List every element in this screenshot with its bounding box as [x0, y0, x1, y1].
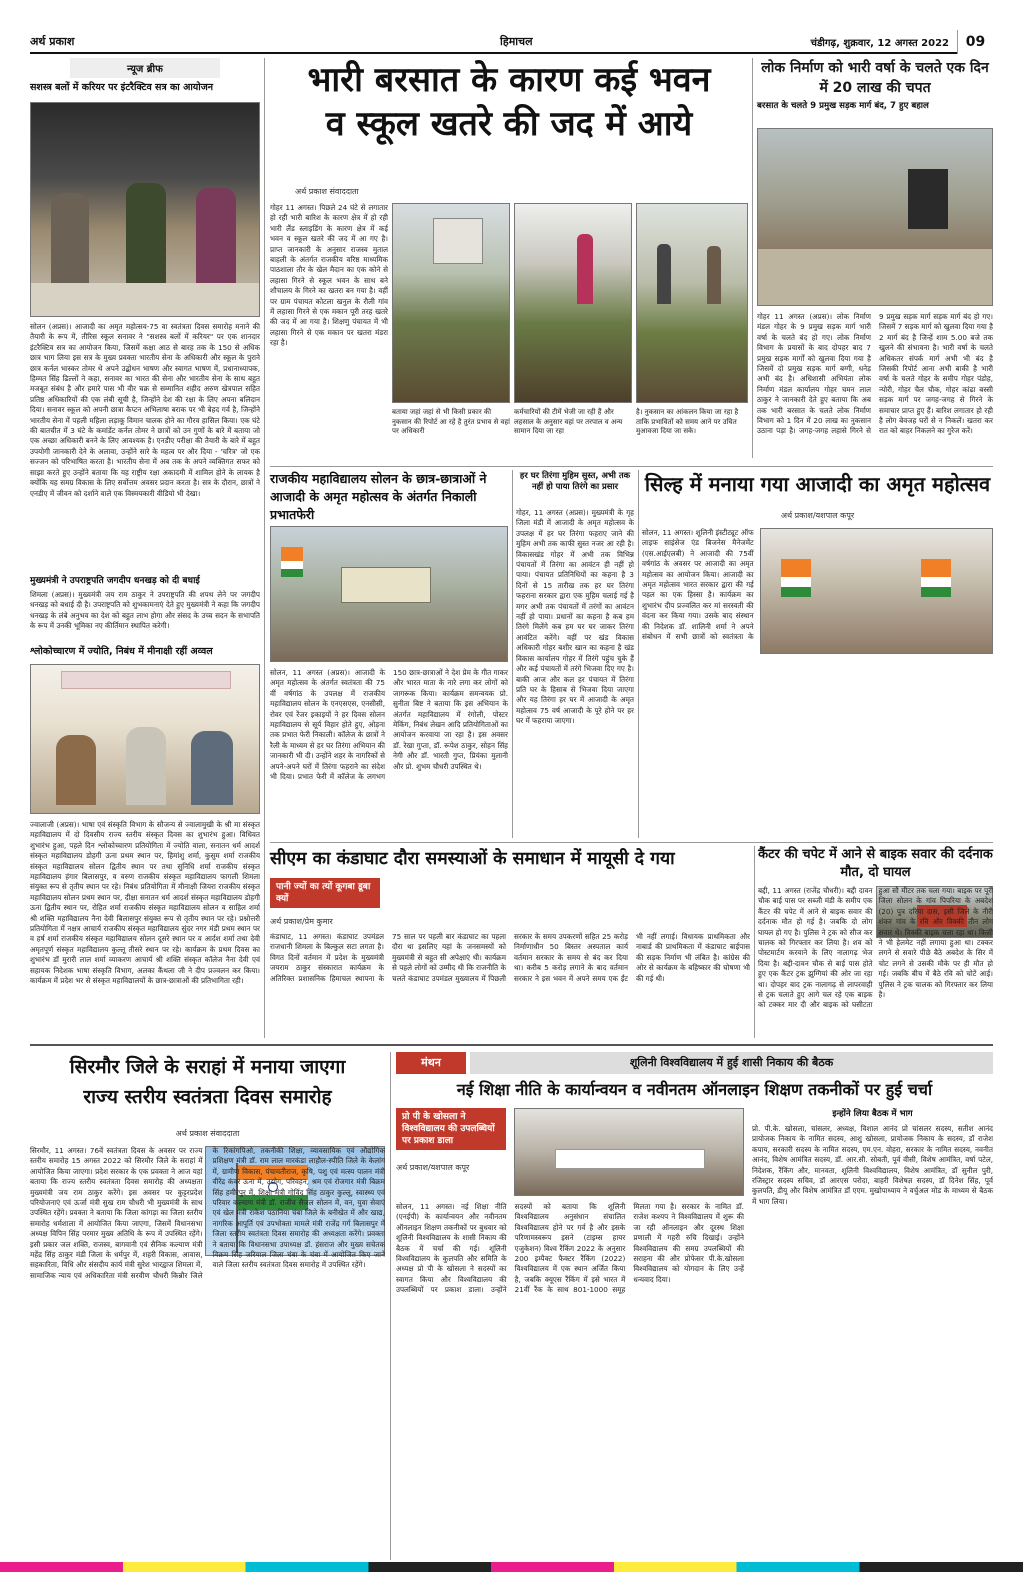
manthan-headline: नई शिक्षा नीति के कार्यान्वयन व नवीनतम ऑनलाइन शिक्षण तकनीकों पर हुई चर्चा	[456, 1080, 933, 1099]
top-story-headline-2: व स्कूल खतरे की जद में आये	[325, 104, 693, 144]
road-story	[757, 58, 993, 458]
brief-1-headline: सशस्त्र बलों में करियर पर इंटरैक्टिव सत्र का आयोजन	[30, 82, 214, 93]
college-story-body: सोलन, 11 अगस्त (अप्रस)। आजादी के अमृत महोत्सव के अंतर्गत स्वतंत्रता की 75 वीं वर्षगांठ के उपलक्ष में राजकीय महाविद्यालय सोलन के एनएसएस, एनसीसी, रोवर एवं रेंजर इकाइयों ने हर दिवस सोलन महाविद्यालय से सूर्य विहार होते हुए, ओड़ना तक प्रभात फेरी निकाली। कॉलेज के छात्रों ने रैली के माध्यम से हर घर तिरंगा अभियान की जानकारी भी दी। उन्होंने शहर के नागरिकों से अपने-अपने घरों में तिरंगा फहराने का संदेश भी दिया। प्रभात फेरी में कॉलेज के लगभग 150 छात्र-छात्राओं ने देश प्रेम के गीत गाकर और भारत माता के नारे लगा कर लोगों को जागरूक किया। कार्यक्रम समन्वयक प्रो. सुनीता बिष्ट ने बताया कि इस अभियान के अंतर्गत महाविद्यालय में रंगोली, पोस्टर मेकिंग, निबंध लेखन आदि प्रतियोगिताओं का आयोजन करवाया जा रहा है। इस अवसर डॉ. रेखा गुप्ता, डॉ. रूपेश ठाकुर, सोहन सिंह नेगी और डॉ. भारती गुप्त, प्रियंका मुलानी और प्रो. शुभम चौधरी उपस्थित थे।	[270, 668, 508, 782]
cm-story-headline: सीएम का कंडाघाट दौरा समस्याओं के समाधान में मायूसी दे गया	[270, 849, 675, 869]
date-line: चंडीगढ़, शुक्रवार, 12 अगस्त 2022	[810, 38, 949, 49]
sirmaur-byline: अर्थ प्रकाश संवाददाता	[175, 1129, 240, 1138]
brief-3-photo	[30, 664, 260, 814]
top-story-body: गोहर 11 अगस्त। पिछले 24 घंटे से लगातार हो रही भारी बारिश के कारण क्षेत्र में हो रही भारी लैंड स्लाइडिंग के कारण क्षेत्र में कई भवन व स्कूल खतरे की जद में आ गए है। प्राप्त जानकारी के अनुसार राजस्व मुताल बाहली के अंतर्गत राजकीय वरिष्ठ माध्यमिक पाठशाला तौर के खेल मैदान का एक कोने से लहासा गिरने से स्कूल भवन के साथ बने शौचालय के गिरने का खतरा बन गया है। वहीं पर ग्राम पंचायत कोटला खनुल के रौली गांव में लहासा गिरने से एक मकान पूरी तरह खतरे की जद में आ गया है। शिक्षणु पंचायत में भी लहासा गिरने से एक मकान पर खतरा मंडरा रहा है।	[270, 203, 388, 348]
brief-1-body: सोलन (अप्रस)। आजादी का अमृत महोत्सव-75 वा स्वतंत्रता दिवस समारोह मनाने की तैयारी के रूप में, तीरिस स्कूल सनावर ने "सशस्त्र बलों में करियर" पर एक शानदार इंटरैक्टिव सत्र का आयोजन किया, जिसमें कक्षा आठ से बारह तक के 150 से अधिक छात्र भाग लिया इस सत्र के मुख्य प्रवक्ता भारतीय सेना के अधिकारी और स्कूल के पुराने छात्र कर्नल भास्कर तोमर थे अपने उद्बोधन भाषण और स्वागत भाषण में, प्रधानाध्यापक, हिम्मत सिंह ढिल्लों ने कहा, सनावर का भारत की सेना और भारतीय सेना के साथ बहुत मजबूत संबंध है और हमारे पास भी वीर चक्र से सम्मानित शहीद अरुण खेत्रपाल सहित प्रतिष्ठ अधिकारियों की एक लंबी सूची है, जिन्होंने देश की रक्षा के लिए अपना बलिदान दिया। सनावर स्कूल को अपनी छात्रा कैप्टन अभिलाषा बराक पर भी बेहद गर्व है, जिन्होंने भारतीय सेना में पहली महिला लड़ाकू विमान चालक होने का गौरव हासिल किया। एक घंटे की बातचीत में 3 घंटे के कमांडेंट कर्नल तोमर ने छात्रों को उन गुणों के बारे में बताया जो एक अच्छा अधिकारी बनने के लिए आवश्यक है। एनडीए परीक्षा की तैयारी के बारे में बहुत उपयोगी जानकारी देने के अलावा, उन्होंने सारे के महत्व पर और दिया - 'चरित्र' जो एक सज्जन को परिभाषित करता है। भारतीय सेना में अब तक के अपने व्यक्तिगत सफर को साझा करते हुए उन्होंने बताया कि यह राष्ट्रीय रक्षा अकादमी में शामिल होने के लायक है क्योंकि यह समग्र विकास के लिए सर्वोत्तम अवसर प्रदान करता है। सत्र के दौरान, छात्रों ने एनडीए में जीवन को दर्शाने वाले एक विस्मयकारी वीडियो भी देखा।	[30, 322, 260, 498]
top-story-photo-2	[514, 203, 632, 403]
manthan-story	[396, 1052, 993, 1560]
canter-story	[758, 846, 993, 1038]
sirmaur-headline-1: सिरमौर जिले के सराहां में मनाया जाएगा	[69, 1056, 346, 1078]
silh-story	[642, 470, 993, 838]
news-brief-column	[30, 58, 260, 1038]
participants-list: प्रो. पी.के. खोसला, चांसलर, अध्यक्ष, विशाल आनंद प्रो चांसलर सदस्य, सतीश आनंद प्रायोजक निकाय के नामित सदस्य, आशु खोसला, प्रायोजक निकाय के सदस्य, डॉ राजेश कपाय, सरकारी सदस्य के नामित सदस्य, एम.एन. वोहरा, सरकार के नामित सदस्य, नवनीत आनंद, विशेष आमंत्रित सदस्य, डॉ. आर.सी. सोबती, पूर्व वीसी, विशेष आमंत्रित, वर्षा पटेल, निदेशक, रैंकिंग और, मानवता, शूलिनी विश्वविद्यालय, विशेष आमंत्रित, डॉ सुनील पुरी, रजिस्ट्रार सदस्य सचिव, डॉ आरएस परोदा, बाहरी विशेषज्ञ सदस्य, डॉ दिनेश सिंह, पूर्व कुलपति, डीयू और विशेष आमंत्रित डॉ एएम. मुखोपाध्याय ने वर्चुअल मोड के माध्यम से बैठक में भाग लिया।	[752, 1124, 993, 1206]
college-story-headline: राजकीय महाविद्यालय सोलन के छात्र-छात्राओं ने आजादी के अमृत महोत्सव के अंतर्गत निकाली प्रभातफेरी	[270, 471, 487, 522]
top-story	[270, 58, 748, 463]
manthan-tag: प्रो पी के खोसला ने विश्वविद्यालय की उपलब्धियों पर प्रकाश डाला	[396, 1108, 506, 1150]
sirmaur-story	[30, 1052, 385, 1560]
canter-story-body: बद्दी, 11 अगस्त (राजेंद्र चौधरी)। बद्दी दावन चौक बाई पास पर सब्जी मंडी के समीप एक कैंटर की चपेट में आने से बाइक सवार की दर्दनाक मौत हो गई है। जबकि दो लोग घायल हो गए है। पुलिस ने ट्रक को सीज कर चालक को गिरफ्तार कर लिया है। शव को पोस्टमार्टम करवाने के लिए नालागढ़ भेज दिया है। बद्दी-दावन चौक से बाई पास होते हुए एक कैंटर ट्रक झुग्गियां की ओर जा रहा था। दोपहर बाद ट्रक नालागढ़ से लापरवाही से ट्रक चलाते हुए आगे चल रहे एक बाइक को टक्कर मार दी और बाइक को घसीटता हुआ सौ मीटर तक चला गया। बाइक पर पूरी जिला सोलन के गांव पिपरिया के अबदेश (20) पुत्र दरिया दास, इसी जिले के नीरी शंकर गांव के रवि और विक्की तीन लोग सवार थे। विक्की बाइक चला रहा था। किसी ने भी हेलमेट नहीं लगाया हुआ था। टक्कर लगने से सवारे पीछे बैठे अबदेश के सिर में चोट लगने से उसकी मौके पर ही मौत हो गई। जबकि बीच में बैठे रवि को चोटें आई। पुलिस ने ट्रक चालक को गिरफ्तार कर लिया है।	[758, 886, 993, 1010]
page-number: 09	[957, 30, 993, 54]
print-color-bar	[0, 1562, 1023, 1572]
cm-story	[270, 846, 750, 1038]
flag-story-body: गोहर, 11 अगस्त (अप्रस)। मुख्यमंत्री के गृह जिला मंडी में आजादी के अमृत महोत्सव के उपलक्ष में हर घर तिरंगा फहराए जाने की मुहिम अभी तक काफी सुस्त नजर आ रही है। विकासखंड गोहर में अभी तक विभिन्न पंचायतों में तिरंगा का आवंटन ही नहीं हो पाया। पंचायत प्रतिनिधियों का कहना है 3 दिनों से 15 तारीख तक हर घर तिरंगा फहराना सरकार द्वारा एक मुहिम चलाई गई है मगर अभी तक पंचायतों में तरंगों का आवंटन नहीं हो पाया। प्रधानों का कहना है कब हम तिरंगे मिलेंगे कब हम घर घर जाकर तिरंगा आवंटित करेंगे। वहीं पर खंड विकास अधिकारी गोहर बशीर खान का कहना है खंड विकास कार्यालय गोहर में तिरंगे पहुंच चुके हैं और कई पंचायतों में तरंगे भिजवा दिए गए है। बाकी आज और कल हर पंचायत में तिरंगा प्रति घर के हिसाब से भिजवा दिया जाएगा और यह तिरंगा हर घर में आजादी के अमृत महोत्सव 75 वर्ष आजादी के पूरे होने पर हर घर में फहराया जाएगा।	[516, 508, 634, 726]
brief-2-body: शिमला (अप्रस)। मुख्यमंत्री जय राम ठाकुर ने उपराष्ट्रपति की शपथ लेने पर जगदीप धनखड़ को बधाई दी है। उपराष्ट्रपति को शुभकामनाएं देते हुए मुख्यमंत्री ने कहा कि जगदीप धनखड़ के लंबे अनुभव का देश को बहुत लाभ होगा और संसद के उच्च सदन के सभापति के रूप में उनकी भूमिका नए कीर्तिमान स्थापित करेगी।	[30, 590, 260, 631]
manthan-participants-box	[752, 1108, 993, 1318]
brief-1-photo	[30, 102, 260, 317]
section-name: हिमाचल	[500, 35, 533, 48]
brief-3-headline: श्लोकोच्चारण में ज्योति, निबंध में मीनाक्षी रहीं अव्वल	[30, 646, 213, 657]
road-story-subhead: बरसात के चलते 9 प्रमुख सड़क मार्ग बंद, 7 हुए बहाल	[757, 101, 929, 111]
silh-story-byline: अर्थ प्रकाश/यशपाल कपूर	[780, 511, 855, 520]
college-story-photo	[270, 526, 508, 662]
top-story-caption-3: है। नुकसान का आंकलन किया जा रहा है ताकि प्रभावितों को समय आने पर उचित मुआवजा दिया जा सके।	[636, 408, 739, 436]
top-story-caption-1: बताया जहां जहां से भी किसी प्रकार की नुकसान की रिपोर्ट आ रहे है तुरंत प्रभाव से वहां पर अधिकारी	[392, 408, 510, 436]
sirmaur-headline-2: राज्य स्तरीय स्वतंत्रता दिवस समारोह	[83, 1086, 332, 1108]
manthan-photo	[514, 1108, 744, 1196]
manthan-body: सोलन, 11 अगस्त। नई शिक्षा नीति (एनईपी) के कार्यान्वयन और नवीनतम ऑनलाइन शिक्षण तकनीकों पर बुधवार को शूलिनी विश्वविद्यालय के शासी निकाय की बैठक में चर्चा की गई। शूलिनी विश्वविद्यालय के कुलपति और समिति के अध्यक्ष प्रो पी के खोसला ने सदस्यों का स्वागत किया और विश्वविद्यालय की उपलब्धियों पर प्रकाश डाला। उन्होंने सदस्यों को बताया कि शूलिनी विश्वविद्यालय अनुसंधान संचालित विश्वविद्यालय होने पर गर्व है और इसके परिणामस्वरूप इसने (टाइम्स हायर एजुकेशन) विश्व रैंकिंग 2022 के अनुसार 200 इम्पैक्ट फैक्टर रैंकिंग (2022) विश्वविद्यालय में एक स्थान अर्जित किया है, जबकि क्यूएस रैंकिंग में इसे भारत में 21वीं रैंक के साथ 801-1000 समूह मिलता गया है। सरकार के नामित डॉ. राजेश कश्यप ने विश्वविद्यालय में शुरू की जा रही ऑनलाइन और दूरस्थ शिक्षा प्रणाली में गहरी रुचि दिखाई। उन्होंने विश्वविद्यालय की समग्र उपलब्धियों की सराहना की और प्रोफेसर पी.के.खोसला विश्वविद्यालय को योगदान के लिए उन्हें धन्यवाद दिया।	[396, 1202, 744, 1295]
college-story	[270, 470, 508, 838]
road-story-photo	[757, 128, 993, 306]
cm-story-body: कंडाघाट, 11 अगस्त। कंडाघाट उपमंडल राजधानी शिमला के बिल्कुल सटा लगता है। विगत दिनों वर्तमान में प्रदेश के मुख्यमंत्री जयराम ठाकुर संस्कारात कार्यक्रम के अतिरिक्त प्रशासनिक हिमाचल स्थापना के 75 साल पर पहली बार कंडाघाट का पहला दौरा था इसलिए यहां के जनसमस्यों को मुख्यमंत्री से बहुत सी अपेक्षाएं थी। कार्यक्रम से पहले लोगों को उम्मीद थी कि राजनीति के चलते कंडाघाट उपमंडल मुख्यालय में पिछली सरकार के समय उपकरणों सहित 25 करोड़ निर्माणाधीन 50 बिस्तर अस्पताल कार्य वर्तमान सरकार के समय से बंद कर दिया था। करीब 5 करोड़ लगाने के बाद वर्तमान सरकार ने इस भवन में अपने समय एक ईंट भी नहीं लगाई। विधायक प्राथमिकता और नाबार्ड की प्राथमिकता में कंडाघाट बाईपास की सड़क निर्माण भी लंबित है। कांग्रेस की ओर से कार्यक्रम के बहिष्कार की घोषणा भी की गई थी।	[270, 932, 750, 983]
brief-2-headline: मुख्यमंत्री ने उपराष्ट्रपति जगदीप धनखड़ को दी बधाई	[30, 576, 200, 586]
news-brief-title: न्यूज ब्रीफ	[70, 58, 220, 78]
flag-story	[516, 470, 634, 838]
top-story-photo-3	[636, 203, 748, 403]
road-story-headline: लोक निर्माण को भारी वर्षा के चलते एक दिन में 20 लाख की चपत	[761, 60, 989, 96]
road-story-body: गोहर 11 अगस्त (अप्रस)। लोक निर्माण मंडल गोहर के 9 प्रमुख सड़क मार्ग भारी वर्षा के चलते बंद हो गए। लोक निर्माण विभाग के प्रयासों के बाद दोपहर बाद 7 प्रमुख सड़क मार्गों को खुलवा दिया गया है जिसमें दो प्रमुख सड़क मार्ग बग्गी, धनेड़ अभी बंद है। अधिशासी अभियंता लोक निर्माण मंडल कार्यालय गोहर चमन लाल ठाकुर ने जानकारी देते हुए बताया कि अब तक भारी बरसात के चलते लोक निर्माण विभाग को 1 दिन में 20 लाख का नुकसान उठाना पड़ा है। जगह-जगह लहासे गिरने से 9 प्रमुख सड़क मार्ग सड़क मार्ग बंद हो गए। जिसमें 7 सड़क मार्ग को खुलवा दिया गया है 2 मार्ग बंद है जिन्हें शाम 5.00 बजे तक खुलने की संभावना है। भारी वर्षा के चलते अधिकतर संपर्क मार्ग अभी भी बंद है जिसकी रिपोर्ट आना अभी बाकी है भारी वर्षा के चलते गोहर के समीप गोहर पंडोह, न्योरी, गोहर चैल चौक, गोहर कांढा बस्सी सड़क मार्ग पर जगह-जगह से गिरने के समाचार प्राप्त हुए हैं। बारिश लगातार हो रही है लोग बेवजह घरों से न निकलें। खतरा कर रात को बाहर निकलने का गुरेज करें।	[757, 312, 993, 436]
page-header	[30, 30, 993, 54]
flag-story-headline: हर घर तिरंगा मुहिम सुस्त, अभी तक नहीं हो पाया तिरंगे का प्रसार	[519, 470, 631, 491]
paper-name: अर्थ प्रकाश	[30, 35, 75, 48]
cm-story-byline: अर्थ प्रकाश/प्रेम कुमार	[270, 917, 333, 926]
manthan-kicker: शूलिनी विश्वविद्यालय में हुई शासी निकाय की बैठक	[470, 1052, 993, 1074]
participants-heading: इन्होंने लिया बैठक में भाग	[832, 1109, 913, 1119]
top-story-photo-1	[392, 203, 510, 403]
silh-story-body: सोलन, 11 अगस्त। शूलिनी इंस्टीट्यूट ऑफ लाइफ साइंसेज एंड बिजनेस मैनेजमेंट (एस.आईएलबी) ने आजादी की 75वीं वर्षगांठ के अवसर पर आजादी का अमृत महोत्सव का आयोजन किया। आजादी का अमृत महोत्सव भारत सरकार द्वारा की गई पहल का एक हिस्सा है। कार्यक्रम का शुभारंभ दीप प्रज्वलित कर मां सरस्वती की वंदना कर किया गया। उसके बाद संस्थान की निदेशक डॉ. शालिनी शर्मा ने अपने संबोधन में सभी छात्रों को स्वतंत्रता के	[642, 528, 754, 642]
silh-story-photo	[760, 528, 993, 654]
top-story-byline: अर्थ प्रकाश संवाददाता	[295, 187, 359, 196]
manthan-byline: अर्थ प्रकाश/यशपाल कपूर	[396, 1163, 470, 1172]
cm-story-tag: पानी ज्यों का त्यों कूगबा डूबा क्यों	[270, 878, 380, 908]
sirmaur-body: सिरमौर, 11 अगस्त। 76वें स्वतंत्रता दिवस के अवसर पर राज्य स्तरीय समारोह 15 अगस्त 2022 को सिरमौर जिले के सराहां में आयोजित किया जाएगा। प्रदेश सरकार के एक प्रवक्ता ने आज यहां बताया कि राज्य स्तरीय स्वतंत्रता दिवस समारोह की अध्यक्षता मुख्यमंत्री जय राम ठाकुर करेंगे। इस अवसर पर कुट्टरप्रदेश परियोजनाएं एवं ऊर्जा मंत्री सुख राम चौधरी भी मुख्यमंत्री के साथ उपस्थित रहेंगे। प्रवक्ता ने बताया कि जिला कांगड़ा का जिला स्तरीय समारोह धर्मशाला में आयोजित किया जाएगा, जिसमें विधानसभा अध्यक्ष विपिन सिंह परमार मुख्य अतिथि के रूप में उपस्थित रहेंगे। इसी प्रकार जल शक्ति, राजस्व, बागवानी एवं सैनिक कल्याण मंत्री महेंद्र सिंह ठाकुर मंडी जिला के धर्मपुर में, शहरी विकास, आवास, सहकारिता, विधि और संसदीय कार्य मंत्री सुरेश भारद्वाज शिमला में, सामाजिक न्याय एवं अधिकारिता मंत्री सरवीण चौधरी किन्नौर जिले के रिकांगपिओ, तकनीकी शिक्षा, व्यावसायिक एवं औद्योगिक प्रशिक्षण मंत्री डॉ. राम लाल मारकंडा लाहौल-स्पीति जिले के केलांग में, ग्रामीण विकास, पंचायतीराज, कृषि, पशु एवं मत्स्य पालन मंत्री वीरेंद्र कंवर ऊना में, उद्योग, परिवहन, श्रम एवं रोजगार मंत्री बिक्रम सिंह हमीरपुर में, शिक्षा मंत्री गोविंद सिंह ठाकुर कुल्लू, स्वास्थ्य एवं परिवार कल्याण मंत्री डॉ. राजीव सैजल सोलन में, वन, युवा सेवाएं एवं खेल मंत्री राकेश पठानिया चंबा जिले के बनीखेत में और खाद्य, नागरिक आपूर्ति एवं उपभोक्ता मामले मंत्री राजेंद्र गर्ग बिलासपुर में जिला स्तरीय स्वतंत्रता दिवस समारोह की अध्यक्षता करेंगे। प्रवक्ता ने बताया कि विधानसभा उपाध्यक्ष डॉ. हंसराज और मुख्य सचेतक विक्रम सिंह जरियाल जिला चंबा के चंबा में आयोजित किए जाने वाले जिला स्तरीय स्वतंत्रता दिवस समारोह में उपस्थित रहेंगे।	[30, 1146, 385, 1280]
top-story-headline-1: भारी बरसात के कारण कई भवन	[307, 60, 711, 100]
canter-story-headline: कैंटर की चपेट में आने से बाइक सवार की दर्दनाक मौत, दो घायल	[758, 847, 993, 880]
manthan-label: मंथन	[396, 1052, 466, 1074]
silh-story-headline: सिल्ह में मनाया गया आजादी का अमृत महोत्सव	[644, 472, 991, 496]
top-story-caption-2: कर्मचारियों की टीमें भेजी जा रही हैं और लहसाल के अनुसार वहां पर तरपाल व अन्य सामान दिया जा रहा	[514, 408, 623, 436]
brief-3-body: ज्वालाजी (अप्रस)। भाषा एवं संस्कृति विभाग के सौजन्य से ज्वालामुखी के श्री मा संस्कृत महाविद्यालय में दो दिवसीय राज्य स्तरीय संस्कृत दिवस का शुभारंभ हुआ। विधिवत शुभारंभ हुआ, पहले दिन श्लोकोच्चारण प्रतियोगिता में ज्योति वाला, सनातन धर्म आदर्श संस्कृत महाविद्यालय डोहगी ऊना प्रथम स्थान पर, हिमांशु शर्मा, कुसुम शर्मा राजकीय संस्कृत महाविद्यालय सोलन द्वितीय स्थान पर तथा सुनिधि शर्मा राजकीय संस्कृत महाविद्यालय हंगार बिलासपुर, व वरुण राजकीय संस्कृत महाविद्यालय फागली शिमला संयुक्त रूप से तृतीय स्थान पर रहे। निबंध प्रतियोगिता में मीनाक्षी जियरा राजकीय संस्कृत महाविद्यालय सोलन प्रथम स्थान पर, दीक्षा सनातन धर्म आदर्श संस्कृत महाविद्यालय डोहगी ऊना द्वितीय स्थान पर, रोहित शर्मा राजकीय संस्कृत महाविद्यालय सोलन व साहिल शर्मा श्री शक्ति महाविद्यालय नैना देवी बिलासपुर संयुक्त रूप से तृतीय स्थान पर रहे। प्रश्नोत्तरी प्रतियोगिता में नक्षत्र आचार्य राजकीय संस्कृत महाविद्यालय सुंदर नगर मंडी प्रथम स्थान पर व हर्ष शर्मा राजकीय संस्कृत महाविद्यालय सोलन दूसरे स्थान पर व आर्दश शर्मा तथा देवी अमृतपूर्ण संस्कृत महाविद्यालय कुल्लू तीसरे स्थान पर रहे। कार्यक्रम के प्रथम दिवस का शुभारंभ डॉ मुरारी लाल शर्मा व्याकरण आचार्य श्री शक्ति संस्कृत कॉलेज नैना देवी एवं सहायक निदेशक भाषा संस्कृति विभाग, अलका कैंथला जी ने दीप प्रज्वलन कर किया। कार्यक्रम में प्रदेश भर से संस्कृत महाविद्यालयों के छात्र-छात्राओं की प्रतिभागिता रही।	[30, 820, 260, 986]
